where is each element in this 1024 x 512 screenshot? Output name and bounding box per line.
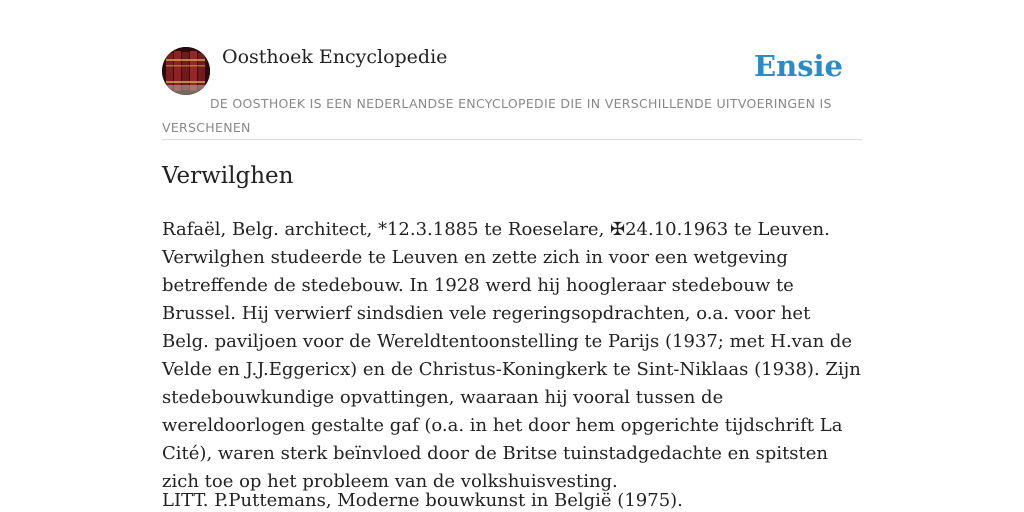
ensie-logo-link[interactable]: Ensie	[754, 49, 843, 83]
article-literature: LITT. P.Puttemans, Moderne bouwkunst in België (1975).	[162, 490, 683, 511]
article-body: Rafaël, Belg. architect, *12.3.1885 te Roeselare, ✠24.10.1963 te Leuven. Verwilghen studeerde te Leuven en zette zich in voor een wetgeving betreffende de stedebouw. In 1928 werd hij hoogleraar stedebouw te Brussel. Hij verwierf sindsdien vele regeringsopdrachten, o.a. voor het Belg. paviljoen voor de Wereldtentoonstelling te Parijs (1937; met H.van de Velde en J.J.Eggericx) en de Christus-Koningkerk te Sint-Niklaas (1938). Zijn stedebouwkundige opvattingen, waaraan hij vooral tussen de wereldoorlogen gestalte gaf (o.a. in het door hem opgerichte tijdschrift La Cité), waren sterk beïnvloed door de Britse tuinstadgedachte en spitsten zich toe op het probleem van de volkshuisvesting.	[162, 219, 861, 492]
site-tagline: DE OOSTHOEK IS EEN NEDERLANDSE ENCYCLOPEDIE DIE IN VERSCHILLENDE UITVOERINGEN IS VERSCHENEN	[162, 96, 832, 135]
content-container	[162, 0, 862, 511]
site-header	[162, 0, 862, 140]
encyclopedia-books-icon[interactable]	[162, 47, 210, 95]
site-title[interactable]: Oosthoek Encyclopedie	[222, 46, 448, 68]
article-title: Verwilghen	[162, 163, 294, 189]
